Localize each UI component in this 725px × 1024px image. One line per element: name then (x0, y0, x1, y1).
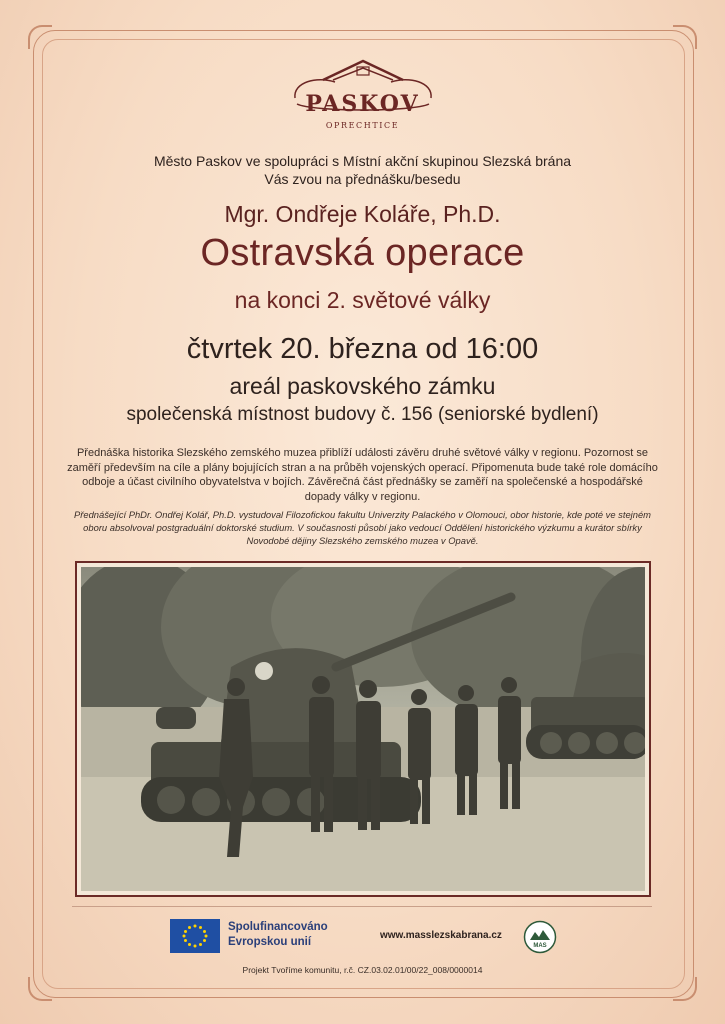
logo-subtitle: OPRECHTICE (325, 121, 400, 130)
frame-corner-ornament (28, 25, 52, 49)
project-number: Projekt Tvoříme komunitu, r.č. CZ.03.02.01/00/22_008/0000014 (242, 965, 483, 975)
event-venue: areál paskovského zámku (229, 373, 496, 399)
mas-logo-icon (523, 920, 557, 954)
speaker-bio: Přednášející PhDr. Ondřej Kolář, Ph.D. vystudoval Filozofickou fakultu Univerzity Palackého v Olomouci, obor historie, kde poté ve stejném oboru absolvoval postgraduální doktorské studium. V současnosti působí jako vedoucí Oddělení historického výzkumu a kurátor sbírky Novodobé dějiny Slezského zemského muzea v Opavě. (74, 509, 651, 546)
lecture-title: Ostravská operace (200, 232, 525, 274)
eu-funding-text (228, 920, 328, 950)
eu-line-2: Evropskou unií (228, 936, 312, 948)
tank-photo (81, 567, 645, 891)
lecture-description: Přednáška historika Slezského zemského muzea přiblíží události závěru druhé světové války v regionu. Pozornost se zaměří především na cíle a plány bojujících stran a na průběh vojenských operací. Připomenuta bude také role domácího odboje a účast civilního obyvatelstva v bojích. Závěrečná část přednášky se zaměří na společenské a hospodářské dopady války v regionu. (67, 447, 658, 503)
website-link[interactable]: www.masslezskabrana.cz (380, 930, 502, 941)
intro-line-2: Vás zvou na přednášku/besedu (264, 171, 461, 187)
paskov-logo (0, 58, 725, 128)
historical-photo-frame (75, 561, 651, 897)
lecture-subtitle: na konci 2. světové války (234, 287, 491, 313)
intro-line-1: Město Paskov ve spolupráci s Místní akční skupinou Slezská brána (153, 153, 572, 169)
intro-text (40, 152, 685, 188)
speaker-name: Mgr. Ondřeje Koláře, Ph.D. (224, 201, 501, 227)
footer-divider (72, 906, 652, 907)
mas-label: MAS (533, 943, 547, 949)
eu-flag-icon (170, 919, 220, 953)
event-date: čtvrtek 20. března od 16:00 (186, 333, 539, 365)
eu-line-1: Spolufinancováno (228, 921, 328, 933)
event-room: společenská místnost budovy č. 156 (seniorské bydlení) (126, 404, 599, 425)
logo-name: PASKOV (305, 91, 420, 117)
